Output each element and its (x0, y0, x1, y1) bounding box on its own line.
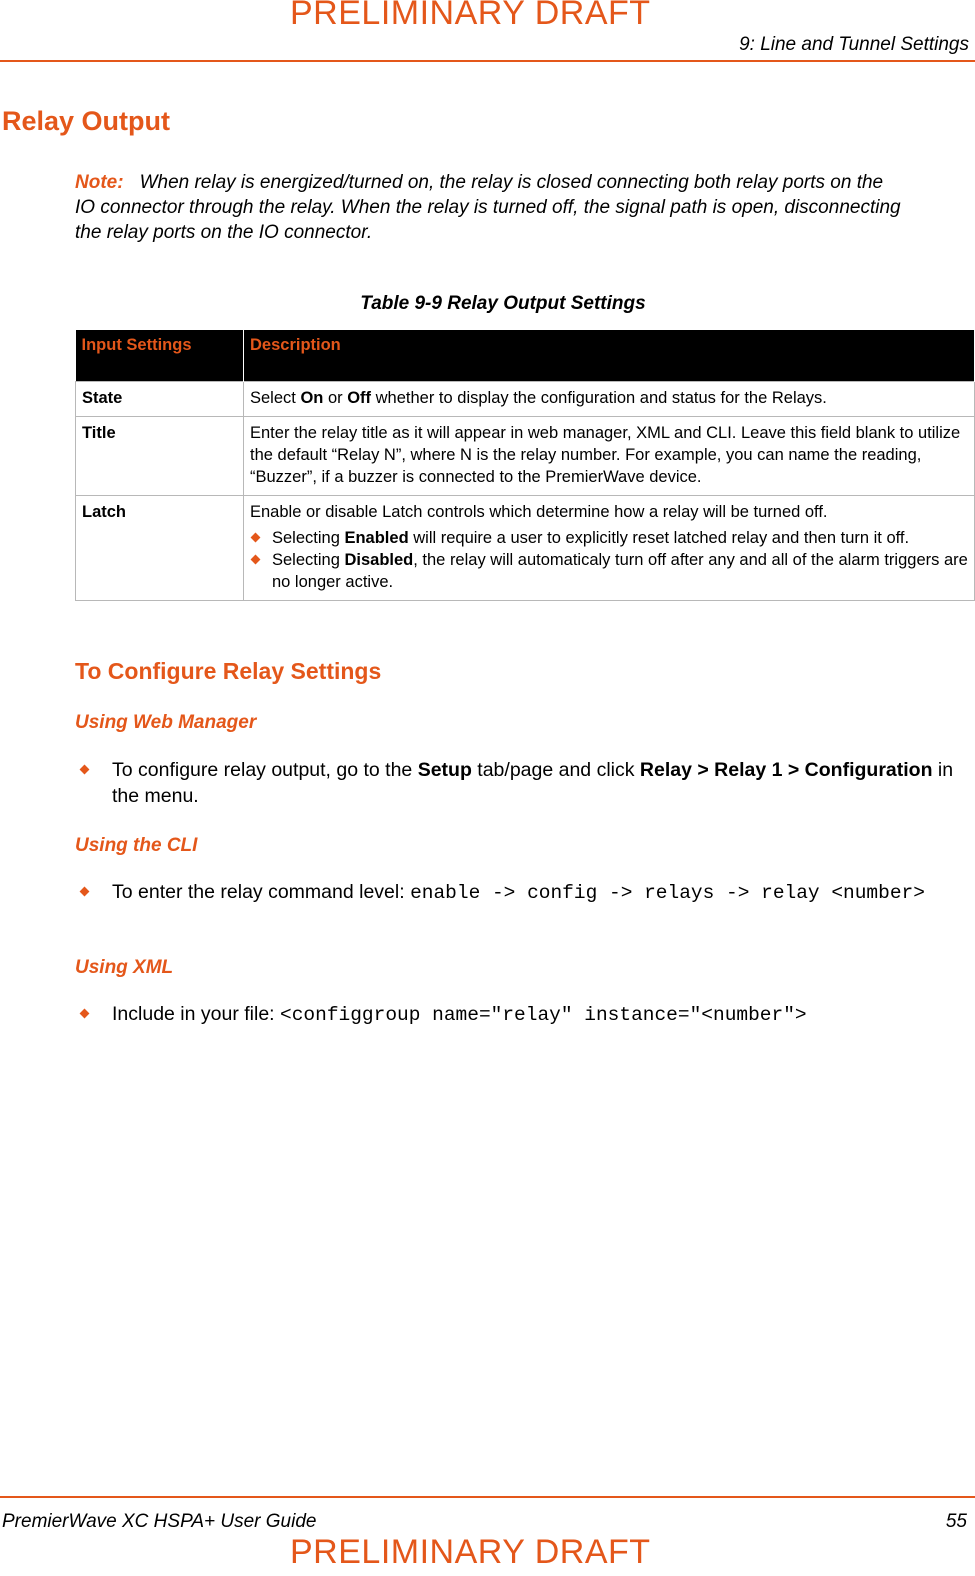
setting-name: State (76, 381, 244, 416)
table-row (76, 495, 975, 600)
web-manager-heading: Using Web Manager (75, 712, 257, 733)
watermark-bottom: PRELIMINARY DRAFT (290, 1533, 651, 1571)
note (75, 170, 905, 245)
xml-step: Include in your file: <configgroup name="relay" instance="<number"> (75, 1001, 955, 1028)
table-caption: Table 9-9 Relay Output Settings (360, 293, 646, 314)
chapter-header: 9: Line and Tunnel Settings (739, 34, 969, 55)
xml-snippet: <configgroup name="relay" instance="<number"> (280, 1004, 807, 1026)
list-item: Selecting Enabled will require a user to explicitly reset latched relay and then turn it off. (250, 527, 968, 549)
latch-options (250, 527, 968, 593)
off-option: Off (347, 388, 372, 407)
note-label: Note: (75, 172, 124, 193)
relay-settings-table (75, 330, 975, 601)
header-description: Description (244, 330, 975, 381)
footer-rule (0, 1496, 975, 1498)
cli-heading: Using the CLI (75, 835, 198, 856)
configure-heading: To Configure Relay Settings (75, 658, 382, 684)
watermark-top: PRELIMINARY DRAFT (290, 0, 651, 32)
setting-name: Title (76, 416, 244, 495)
table-row (76, 381, 975, 416)
table-row (76, 416, 975, 495)
page-number: 55 (945, 1511, 967, 1532)
note-text: When relay is energized/turned on, the relay is closed connecting both relay ports on the IO connector through the relay. When the relay is turned off, the signal path is open, disconnecting the relay ports on the IO connector. (75, 172, 901, 243)
guide-title: PremierWave XC HSPA+ User Guide (2, 1511, 317, 1532)
header-rule (0, 60, 975, 62)
latch-summary: Enable or disable Latch controls which determine how a relay will be turned off. (250, 502, 828, 521)
section-title: Relay Output (2, 106, 171, 136)
diamond-bullet-icon (251, 532, 261, 542)
on-option: On (300, 388, 324, 407)
cli-command: enable -> config -> relays -> relay <number> (410, 882, 925, 904)
diamond-bullet-icon (251, 554, 261, 564)
web-manager-step: To configure relay output, go to the Setup tab/page and click Relay > Relay 1 > Configuration in the menu. (75, 757, 955, 809)
setting-description: Enter the relay title as it will appear in web manager, XML and CLI. Leave this field blank to utilize the default “Relay N”, where N is the relay number. For example, you can name the reading, “Buzzer”, if a buzzer is connected to the PremierWave device. (244, 416, 975, 495)
table-header-row (76, 330, 975, 381)
setting-name: Latch (76, 495, 244, 600)
setting-description (244, 495, 975, 600)
list-item: Selecting Disabled, the relay will automaticaly turn off after any and all of the alarm triggers are no longer active. (250, 549, 968, 593)
header-input-settings: Input Settings (76, 330, 244, 381)
xml-heading: Using XML (75, 957, 174, 978)
cli-step: To enter the relay command level: enable -> config -> relays -> relay <number> (75, 879, 955, 906)
setting-description: Select On or Off whether to display the configuration and status for the Relays. (244, 381, 975, 416)
